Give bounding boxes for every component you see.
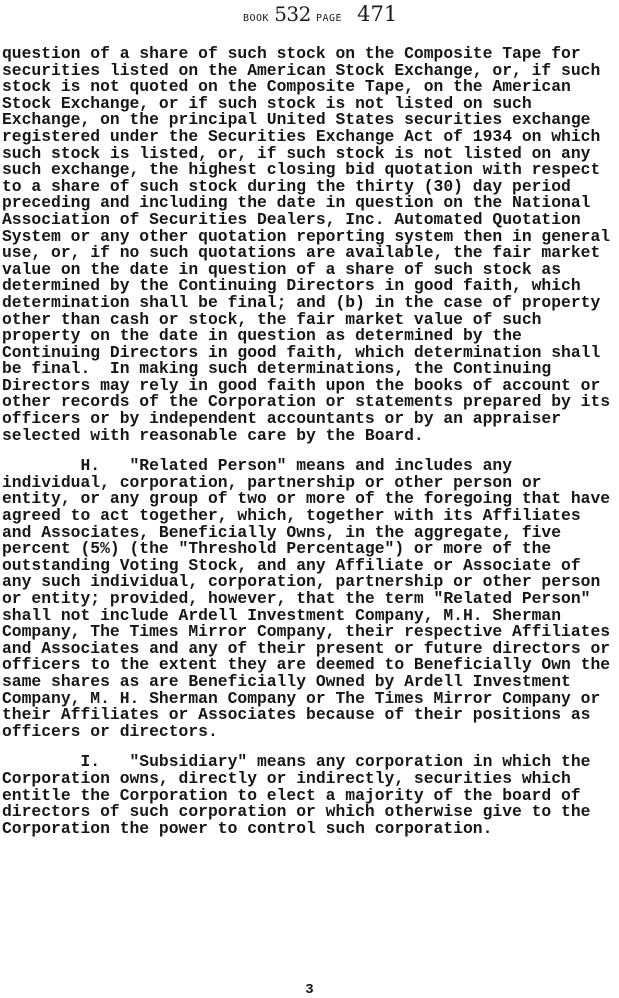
page-footer-number: 3 — [305, 982, 314, 998]
text-line: such stock is listed, or, if such stock is not listed on any — [2, 143, 591, 163]
text-line: Directors may rely in good faith upon the books of account or — [2, 375, 601, 395]
text-line: H. "Related Person" means and includes any — [2, 456, 513, 476]
text-line: and Associates, Beneficially Owns, in the aggregate, five — [2, 522, 562, 542]
text-line: be final. In making such determinations, the Continuing — [2, 359, 552, 379]
text-line: other records of the Corporation or statements prepared by its — [2, 392, 611, 412]
text-line: entity, or any group of two or more of the foregoing that have — [2, 489, 611, 509]
paragraph-section-i — [2, 754, 618, 837]
text-line: Exchange, on the principal United States securities exchange — [2, 110, 591, 130]
stamped-page-number: 471 — [357, 2, 398, 26]
text-line: and Associates and any of their present or future directors or — [2, 638, 611, 658]
text-line: officers or directors. — [2, 721, 218, 741]
text-line: preceding and including the date in question on the National — [2, 193, 591, 213]
text-line: or entity; provided, however, that the term "Related Person" — [2, 589, 591, 608]
text-line: value on the date in question of a share of such stock as — [2, 259, 562, 279]
text-line: other than cash or stock, the fair market value of such — [2, 309, 542, 329]
text-line: officers to the extent they are deemed to Beneficially Own the — [2, 655, 611, 675]
text-line: agreed to act together, which, together with its Affiliates — [2, 506, 581, 526]
text-line: shall not include Ardell Investment Company, M.H. Sherman — [2, 605, 562, 625]
text-line: question of a share of such stock on the Composite Tape for — [2, 44, 581, 63]
text-line: same shares as are Beneficially Owned by Ardell Investment — [2, 671, 571, 691]
text-line: property on the date in question as determined by the — [2, 326, 522, 346]
text-line: officers or by independent accountants or by an appraiser — [2, 409, 562, 429]
text-line: Association of Securities Dealers, Inc. Automated Quotation — [2, 209, 581, 229]
document-body — [2, 46, 618, 837]
page-label: PAGE — [315, 13, 343, 24]
text-line: Company, The Times Mirror Company, their respective Affiliates — [2, 622, 611, 642]
text-line: entitle the Corporation to elect a majority of the board of — [2, 785, 581, 805]
text-line: stock is not quoted on the Composite Tape, on the American — [2, 77, 571, 97]
text-line: use, or, if no such quotations are available, the fair market — [2, 243, 601, 263]
text-line: System or any other quotation reporting system then in general — [2, 226, 611, 246]
paragraph-continuation — [2, 46, 618, 444]
book-number: 532 — [274, 2, 311, 26]
text-line: Stock Exchange, or if such stock is not listed on such — [2, 93, 532, 113]
text-line: outstanding Voting Stock, and any Affiliate or Associate of — [2, 555, 581, 575]
text-line: securities listed on the American Stock Exchange, or, if such — [2, 60, 601, 80]
text-line: Continuing Directors in good faith, which determination shall — [2, 342, 601, 362]
text-line: Company, M. H. Sherman Company or The Times Mirror Company or — [2, 688, 601, 708]
text-line: determined by the Continuing Directors in good faith, which — [2, 276, 581, 296]
text-line: I. "Subsidiary" means any corporation in which the — [2, 752, 591, 772]
text-line: Corporation owns, directly or indirectly, securities which — [2, 768, 571, 788]
text-line: selected with reasonable care by the Board. — [2, 425, 424, 445]
paragraph-section-h — [2, 458, 618, 740]
text-line: individual, corporation, partnership or other person or — [2, 472, 542, 492]
text-line: to a share of such stock during the thirty (30) day period — [2, 176, 571, 196]
text-line: Corporation the power to control such corporation. — [2, 818, 493, 838]
text-line: such exchange, the highest closing bid quotation with respect — [2, 160, 601, 180]
text-line: percent (5%) (the "Threshold Percentage") or more of the — [2, 539, 552, 559]
text-line: any such individual, corporation, partnership or other person — [2, 572, 601, 592]
text-line: their Affiliates or Associates because of their positions as — [2, 705, 591, 725]
book-label: BOOK — [243, 13, 270, 24]
book-page-stamp — [243, 2, 397, 28]
text-line: registered under the Securities Exchange Act of 1934 on which — [2, 126, 601, 146]
text-line: directors of such corporation or which otherwise give to the — [2, 802, 591, 822]
text-line: determination shall be final; and (b) in the case of property — [2, 292, 601, 312]
